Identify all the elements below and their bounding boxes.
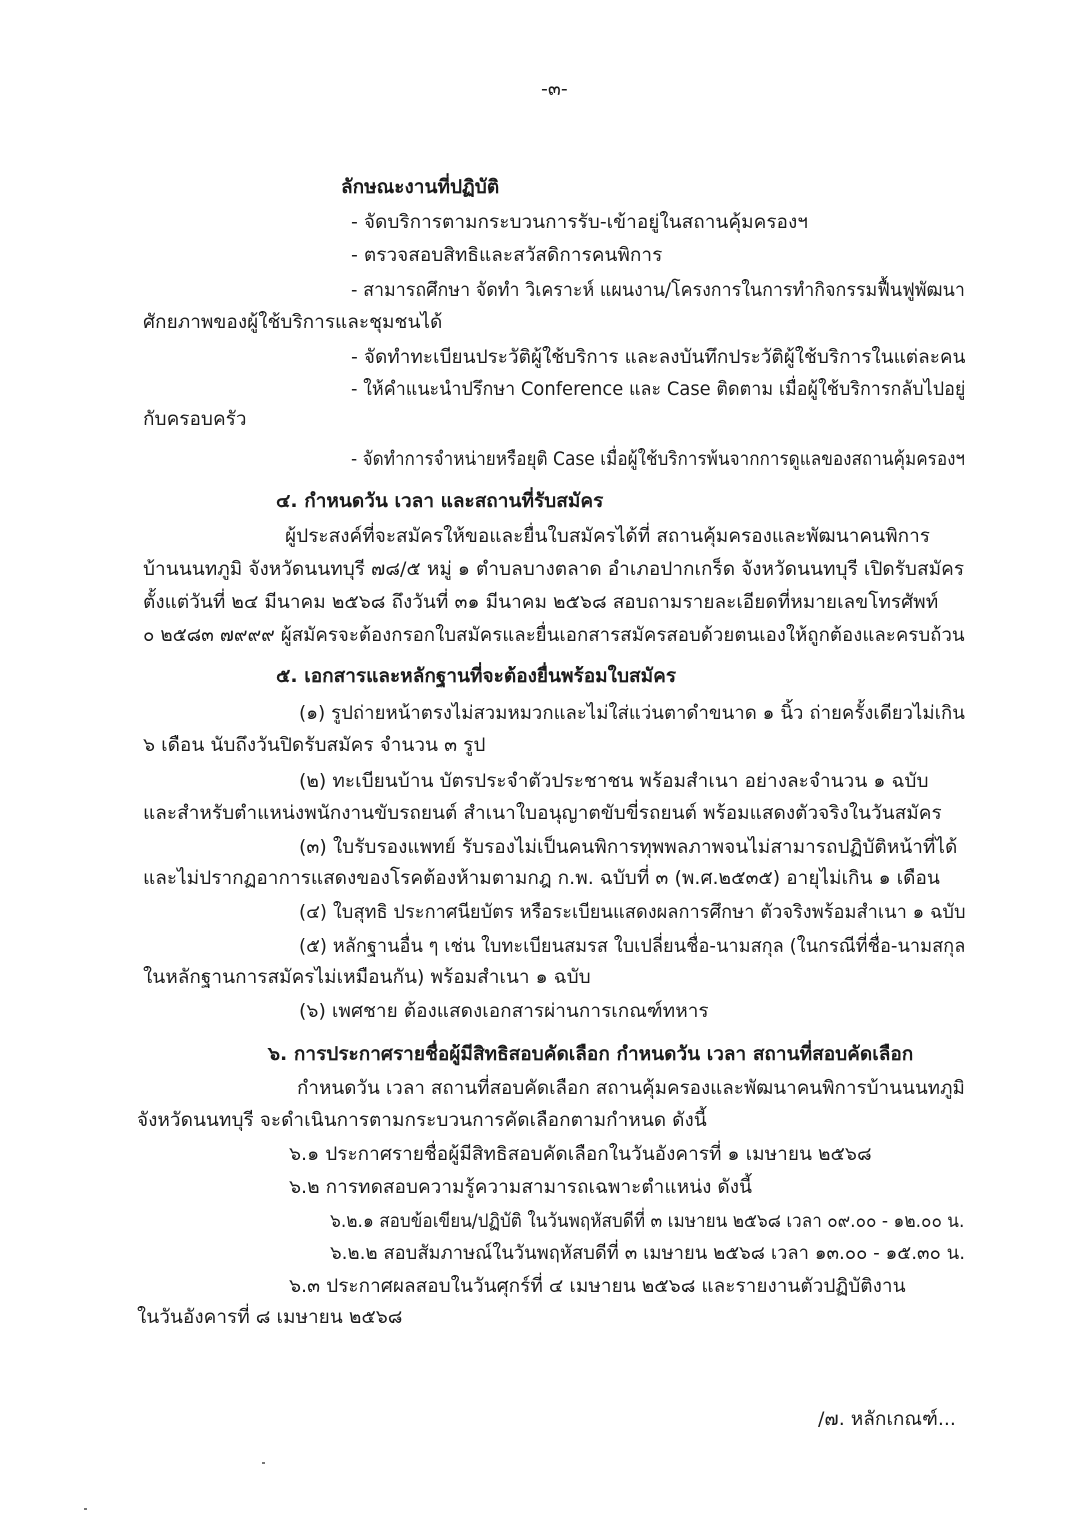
- job-item-3: - สามารถศึกษา จัดทำ วิเคราะห์ แผนงาน/โครงการในการทำกิจกรรมฟื้นฟูพัฒนา: [351, 279, 965, 301]
- section5-line-6: และไม่ปรากฏอาการแสดงของโรคต้องห้ามตามกฎ ก.พ. ฉบับที่ ๓ (พ.ศ.๒๕๓๕) อายุไม่เกิน ๑ เดือน: [143, 867, 940, 889]
- scan-speck: [262, 1462, 265, 1464]
- section4-line-2: บ้านนนทภูมิ จังหวัดนนทบุรี ๗๘/๕ หมู่ ๑ ตำบลบางตลาด อำเภอปากเกร็ด จังหวัดนนทบุรี เปิดรับสมัคร: [143, 558, 965, 580]
- continuation-note: /๗. หลักเกณฑ์...: [818, 1408, 956, 1430]
- section6-line-4: ๖.๒ การทดสอบความรู้ความสามารถเฉพาะตำแหน่ง ดังนี้: [289, 1176, 753, 1198]
- job-description-heading: ลักษณะงานที่ปฏิบัติ: [341, 176, 500, 198]
- section5-heading: ๕. เอกสารและหลักฐานที่จะต้องยื่นพร้อมใบสมัคร: [276, 665, 677, 687]
- section5-line-3: (๒) ทะเบียนบ้าน บัตรประจำตัวประชาชน พร้อมสำเนา อย่างละจำนวน ๑ ฉบับ: [299, 770, 929, 792]
- job-item-2: - ตรวจสอบสิทธิและสวัสดิการคนพิการ: [351, 244, 663, 266]
- section6-line-2: จังหวัดนนทบุรี จะดำเนินการตามกระบวนการคัดเลือกตามกำหนด ดังนี้: [137, 1109, 707, 1131]
- section6-heading: ๖. การประกาศรายชื่อผู้มีสิทธิสอบคัดเลือก กำหนดวัน เวลา สถานที่สอบคัดเลือก: [268, 1043, 914, 1065]
- section6-line-6: ๖.๒.๒ สอบสัมภาษณ์ในวันพฤหัสบดีที่ ๓ เมษายน ๒๕๖๘ เวลา ๑๓.๐๐ - ๑๕.๓๐ น.: [330, 1242, 966, 1264]
- section4-line-4: ๐ ๒๕๘๓ ๗๙๙๙ ผู้สมัครจะต้องกรอกใบสมัครและยื่นเอกสารสมัครสอบด้วยตนเองให้ถูกต้องและครบถ้วน: [143, 624, 965, 646]
- section5-line-2: ๖ เดือน นับถึงวันปิดรับสมัคร จำนวน ๓ รูป: [143, 734, 486, 756]
- job-item-4: - จัดทำทะเบียนประวัติผู้ใช้บริการ และลงบันทึกประวัติผู้ใช้บริการในแต่ละคน: [351, 346, 966, 368]
- job-item-1: - จัดบริการตามกระบวนการรับ-เข้าอยู่ในสถานคุ้มครองฯ: [351, 211, 808, 233]
- section5-line-5: (๓) ใบรับรองแพทย์ รับรองไม่เป็นคนพิการทุพพลภาพจนไม่สามารถปฏิบัติหน้าที่ได้: [299, 836, 958, 858]
- section4-line-3: ตั้งแต่วันที่ ๒๔ มีนาคม ๒๕๖๘ ถึงวันที่ ๓๑ มีนาคม ๒๕๖๘ สอบถามรายละเอียดที่หมายเลขโทรศัพท์: [143, 591, 939, 613]
- section6-line-3: ๖.๑ ประกาศรายชื่อผู้มีสิทธิสอบคัดเลือกในวันอังคารที่ ๑ เมษายน ๒๕๖๘: [289, 1143, 872, 1165]
- section4-line-1: ผู้ประสงค์ที่จะสมัครให้ขอและยื่นใบสมัครได้ที่ สถานคุ้มครองและพัฒนาคนพิการ: [285, 525, 930, 547]
- job-item-5: - ให้คำแนะนำปรึกษา Conference และ Case ติดตาม เมื่อผู้ใช้บริการกลับไปอยู่: [351, 378, 966, 400]
- scan-speck: [84, 1508, 87, 1510]
- section4-heading: ๔. กำหนดวัน เวลา และสถานที่รับสมัคร: [276, 490, 604, 512]
- job-item-5-cont: กับครอบครัว: [143, 408, 247, 430]
- section6-line-8: ในวันอังคารที่ ๘ เมษายน ๒๕๖๘: [137, 1306, 403, 1328]
- section5-line-10: (๖) เพศชาย ต้องแสดงเอกสารผ่านการเกณฑ์ทหาร: [299, 1000, 709, 1022]
- section5-line-9: ในหลักฐานการสมัครไม่เหมือนกัน) พร้อมสำเนา ๑ ฉบับ: [143, 966, 591, 988]
- section5-line-7: (๔) ใบสุทธิ ประกาศนียบัตร หรือระเบียนแสดงผลการศึกษา ตัวจริงพร้อมสำเนา ๑ ฉบับ: [299, 901, 966, 923]
- section5-line-1: (๑) รูปถ่ายหน้าตรงไม่สวมหมวกและไม่ใส่แว่นตาดำขนาด ๑ นิ้ว ถ่ายครั้งเดียวไม่เกิน: [299, 702, 965, 724]
- job-item-3-cont: ศักยภาพของผู้ใช้บริการและชุมชนได้: [143, 311, 443, 333]
- job-item-6: - จัดทำการจำหน่ายหรือยุติ Case เมื่อผู้ใช้บริการพ้นจากการดูแลของสถานคุ้มครองฯ: [351, 448, 966, 470]
- section5-line-8: (๕) หลักฐานอื่น ๆ เช่น ใบทะเบียนสมรส ใบเปลี่ยนชื่อ-นามสกุล (ในกรณีที่ชื่อ-นามสกุล: [299, 935, 966, 957]
- section5-line-4: และสำหรับตำแหน่งพนักงานขับรถยนต์ สำเนาใบอนุญาตขับขี่รถยนต์ พร้อมแสดงตัวจริงในวันสมัคร: [143, 802, 942, 824]
- section6-line-7: ๖.๓ ประกาศผลสอบในวันศุกร์ที่ ๔ เมษายน ๒๕๖๘ และรายงานตัวปฏิบัติงาน: [289, 1275, 906, 1297]
- section6-line-1: กำหนดวัน เวลา สถานที่สอบคัดเลือก สถานคุ้มครองและพัฒนาคนพิการบ้านนนทภูมิ: [297, 1077, 965, 1099]
- section6-line-5: ๖.๒.๑ สอบข้อเขียน/ปฏิบัติ ในวันพฤหัสบดีที่ ๓ เมษายน ๒๕๖๘ เวลา ๐๙.๐๐ - ๑๒.๐๐ น.: [330, 1210, 965, 1232]
- page-number: -๓-: [541, 78, 568, 100]
